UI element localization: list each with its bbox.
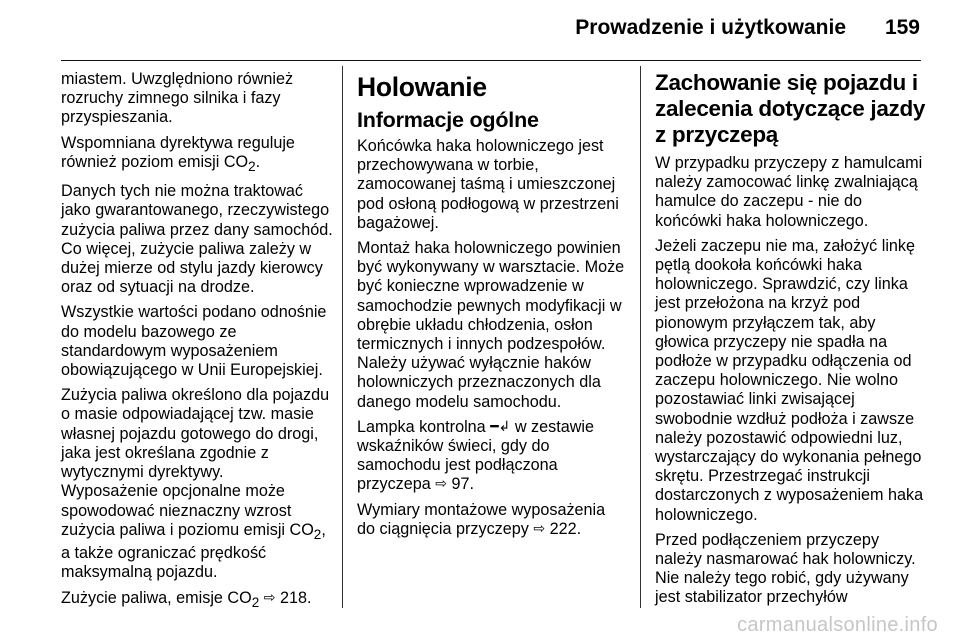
column-right [655,70,929,614]
trailer-indicator-icon: ━↲ [490,417,511,434]
paragraph: Montaż haka holowniczego powinien być wykonywany w warsztacie. Może być konieczne wprowadzenie w samochodzie pewnych modyfikacji w obrębie układu chłodzenia, osłon termicznych i innych podzespołów. Należy używać wyłącznie haków holowniczych przeznaczonych dla danego modelu samochodu. [357,239,625,411]
page-reference-arrow-icon: ⇨ [533,519,546,536]
paragraph: Wyposażenie opcjonalne może spowodować nieznaczny wzrost zużycia paliwa i poziomu emisji $CO_2$, a także ograniczać prędkość maksymalną pojazdu. [61,482,326,582]
page-reference-link[interactable]: 222. [549,519,582,538]
column-middle [357,70,625,545]
paragraph: miastem. Uwzględniono również rozruchy zimnego silnika i fazy przyspieszania. [61,70,294,127]
column-left [61,70,333,618]
page-reference-link[interactable]: 97. [451,475,475,494]
paragraph: Jeżeli zaczepu nie ma, założyć linkę pętlą dookoła końcówki haka holowniczego. Sprawdzić, czy linka jest przełożona na krzyż pod pionowym przyłączem tak, aby głowica przyczepy nie spadła na podłoże w przypadku odłączenia od zaczepu holowniczego. Nie wolno pozostawiać linki zwisającej swobodnie wzdłuż podłoża i zawsze należy pozostawić odpowiedni luz, wystarczający do wykonania pełnego skrętu. Przestrzegać instrukcji dostarczonych z wyposażeniem haka holowniczego. [655,236,924,524]
paragraph: Zużycie paliwa, emisje $CO_2$ ⇨ 218. [61,588,312,610]
paragraph: Końcówka haka holowniczego jest przechowywana w torbie, zamocowanej taśmą i umieszczonej pod osłoną podłogową w przestrzeni bagażowej. [357,137,619,232]
column-divider-right [640,66,641,608]
paragraph: Wszystkie wartości podano odnośnie do modelu bazowego ze standardowym wyposażeniem obowiązującego w Unii Europejskiej. [61,303,327,380]
page-header [0,0,960,58]
paragraph: Wymiary montażowe wyposażenia do ciągnięcia przyczepy ⇨ 222. [357,500,606,538]
page-reference-arrow-icon: ⇨ [263,588,276,605]
section-heading: Holowanie [357,72,487,102]
paragraph: Zużycia paliwa określono dla pojazdu o masie odpowiadającej tzw. masie własnej pojazdu gotowego do drogi, jaka jest określana zgodnie z wytycznymi dyrektywy. [61,386,330,482]
paragraph: Lampka kontrolna ━↲ w zestawie wskaźników świeci, gdy do samochodu jest podłączona przyczepa ⇨ 97. [357,417,595,494]
subsection-heading: Informacje ogólne [357,108,539,132]
section-title: Prowadzenie i użytkowanie [575,16,846,39]
watermark: carmanualsonline.info [737,614,938,636]
paragraph: Przed podłączeniem przyczepy należy nasmarować hak holowniczy. Nie należy tego robić, gdy używany jest stabilizator przechyłów [655,530,916,607]
subscript: 2 [313,526,322,542]
paragraph: W przypadku przyczepy z hamulcami należy zamocować linkę zwalniającą hamulce do zaczepu - nie do końcówki haka holowniczego. [655,154,923,230]
paragraph: Danych tych nie można traktować jako gwarantowanego, rzeczywistego zużycia paliwa przez dany samochód. Co więcej, zużycie paliwa zależy w dużej mierze od stylu jazdy kierowcy oraz od sytuacji na drodze. [61,182,333,297]
page-reference-arrow-icon: ⇨ [435,475,448,492]
header-rule [61,60,921,61]
page-number: 159 [884,16,920,39]
section-heading: Zachowanie się pojazdu i zalecenia dotyczące jazdy z przyczepą [655,70,926,147]
column-divider-left [342,66,343,608]
paragraph: Wspomniana dyrektywa reguluje również poziom emisji $CO_2$. [61,133,295,175]
page-reference-link[interactable]: 218. [279,588,312,607]
subscript: 2 [248,159,256,175]
subscript: 2 [251,594,260,610]
